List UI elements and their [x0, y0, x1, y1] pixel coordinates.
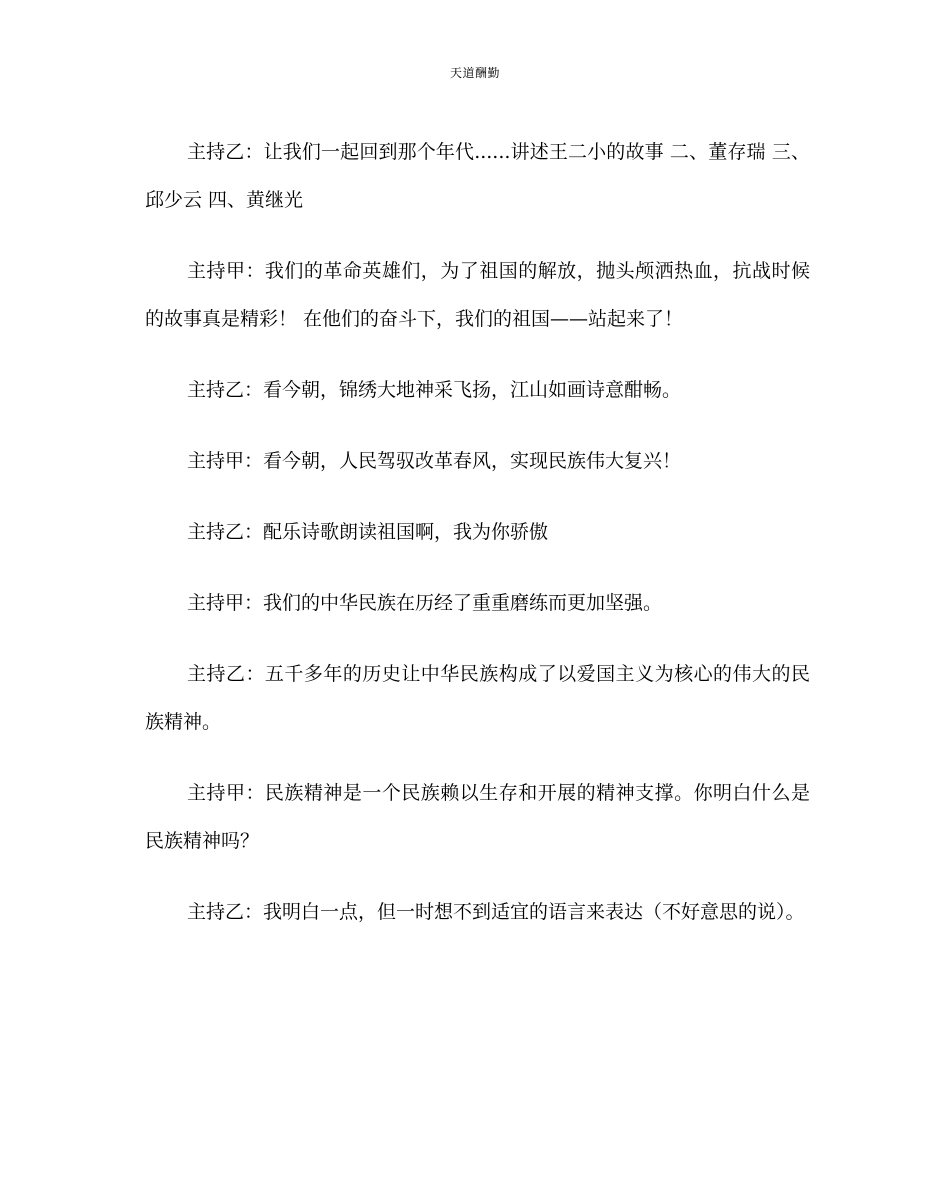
paragraph: 主持乙：看今朝，锦绣大地神采飞扬，江山如画诗意酣畅。 — [187, 379, 682, 401]
paragraph: 主持甲：看今朝，人民驾驭改革春风，实现民族伟大复兴！ — [187, 450, 682, 472]
paragraph: 主持甲：民族精神是一个民族赖以生存和开展的精神支撑。你明白什么是民族精神吗？ — [145, 782, 810, 852]
paragraph: 主持乙：让我们一起回到那个年代......讲述王二小的故事 二、董存瑞 三、邱少云 四、黄继光 — [145, 141, 810, 211]
page-header: 天道酬勤 — [449, 66, 500, 80]
paragraph: 主持甲：我们的中华民族在历经了重重磨练而更加坚强。 — [187, 592, 663, 614]
document-body — [145, 128, 810, 959]
paragraph: 主持乙：五千多年的历史让中华民族构成了以爱国主义为核心的伟大的民族精神。 — [145, 663, 810, 733]
paragraph: 主持乙：我明白一点，但一时想不到适宜的语言来表达（不好意思的说）。 — [187, 901, 805, 923]
paragraph: 主持乙：配乐诗歌朗读祖国啊，我为你骄傲 — [187, 521, 549, 543]
paragraph: 主持甲：我们的革命英雄们，为了祖国的解放，抛头颅洒热血，抗战时候的故事真是精彩！ 在他们的奋斗下，我们的祖国——站起来了！ — [145, 260, 810, 330]
